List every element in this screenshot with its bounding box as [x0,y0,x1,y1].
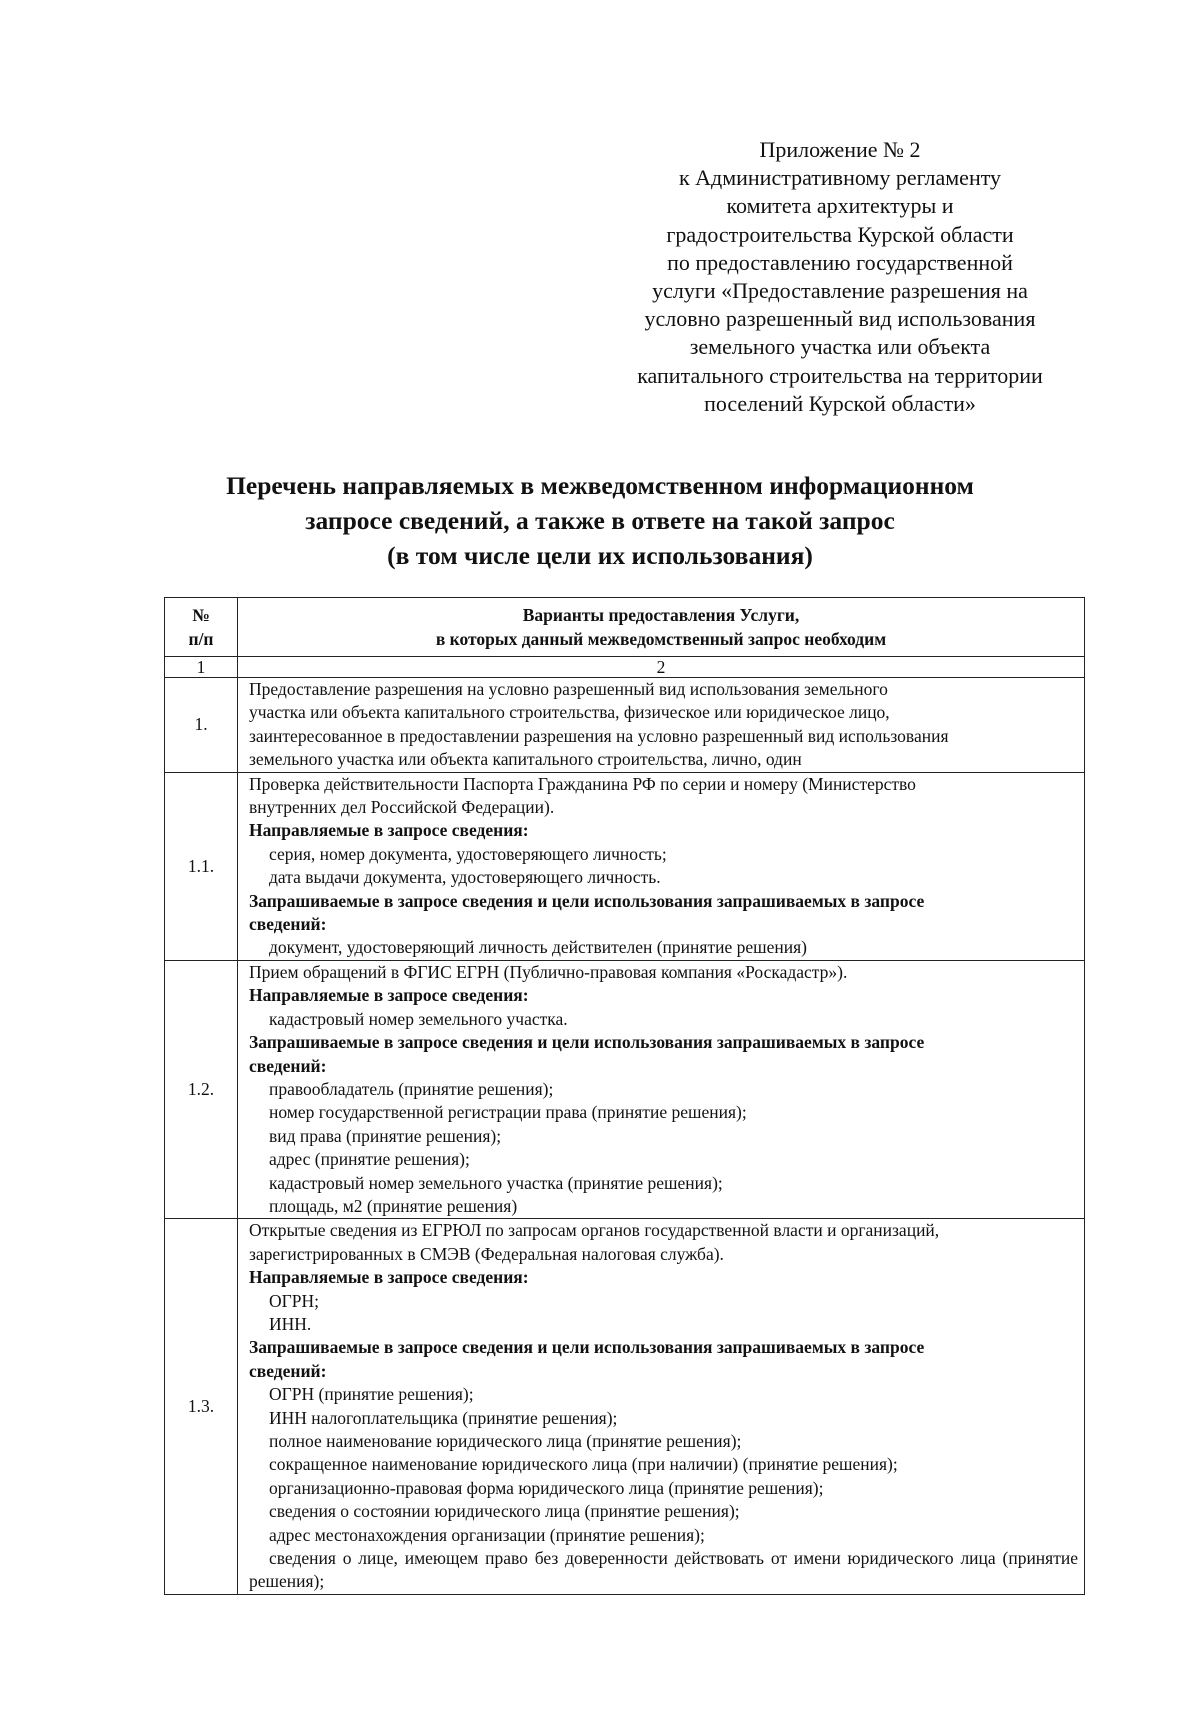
table-row [165,678,1085,773]
header-line: Приложение № 2 [759,137,921,162]
header-line: услуги «Предоставление разрешения на [652,278,1028,304]
list-item: сведения о лице, имеющем право без доверенности действовать от имени юридического лица (принятие решения); [249,1548,1078,1592]
list-item: сведения о состоянии юридического лица (принятие решения); [269,1501,740,1522]
row-number: 1.3. [165,1219,238,1595]
text-line: заинтересованное в предоставлении разрешения на условно разрешенный вид использования [249,725,949,746]
header-line: поселений Курской области» [704,390,976,416]
table-row [165,1219,1085,1595]
column-index: 1 [165,657,238,678]
row-content [238,772,1085,960]
text-line: Открытые сведения из ЕГРЮЛ по запросам органов государственной власти и организаций, [249,1220,940,1241]
table-row [165,960,1085,1218]
text-line: Проверка действительности Паспорта Гражданина РФ по серии и номеру (Министерство [249,773,916,794]
sent-label: Направляемые в запросе сведения: [249,820,529,841]
header-line: условно разрешенный вид использования [644,306,1036,332]
row-content [238,960,1085,1218]
list-item: организационно-правовая форма юридического лица (принятие решения); [269,1477,824,1498]
text-line: земельного участка или объекта капитального строительства, лично, один [249,749,802,770]
title-line: Перечень направляемых в межведомственном информационном [226,471,974,500]
header-text: № [192,605,210,625]
text-line: Предоставление разрешения на условно разрешенный вид использования земельного [249,679,888,699]
header-line: к Административному регламенту [678,165,1002,191]
list-item: сокращенное наименование юридического лица (при наличии) (принятие решения); [269,1454,898,1475]
text-line: Прием обращений в ФГИС ЕГРН (Публично-правовая компания «Роскадастр»). [249,961,848,982]
requested-label: сведений: [249,914,327,935]
header-text: в которых данный межведомственный запрос необходим [435,629,887,649]
title-line: (в том числе цели их использования) [387,541,813,570]
table-row [165,772,1085,960]
column-index-row [165,657,1085,678]
list-item: номер государственной регистрации права (принятие решения); [269,1102,747,1123]
header-line: комитета архитектуры и [726,193,954,219]
sent-label: Направляемые в запросе сведения: [249,985,529,1006]
list-item: документ, удостоверяющий личность действителен (принятие решения) [269,937,807,958]
row-content [238,1219,1085,1595]
row-content [238,678,1085,773]
row-number: 1.2. [165,960,238,1218]
document-title [150,468,1050,573]
list-item: адрес (принятие решения); [269,1149,470,1170]
requests-table [164,597,1085,1595]
list-item: площадь, м2 (принятие решения) [269,1195,518,1216]
requested-label: Запрашиваемые в запросе сведения и цели использования запрашиваемых в запросе [249,1337,925,1358]
requested-label: Запрашиваемые в запросе сведения и цели использования запрашиваемых в запросе [249,1032,925,1053]
list-item: правообладатель (принятие решения); [269,1078,554,1099]
text-line: участка или объекта капитального строительства, физическое или юридическое лицо, [249,702,890,723]
requested-label: сведений: [249,1360,327,1381]
table-header-row [165,598,1085,657]
list-item: серия, номер документа, удостоверяющего личность; [269,843,667,864]
sent-label: Направляемые в запросе сведения: [249,1267,529,1288]
requested-label: сведений: [249,1055,327,1076]
list-item: ОГРН; [269,1290,319,1311]
row-number: 1.1. [165,772,238,960]
header-cell-variants [238,598,1085,657]
list-item: кадастровый номер земельного участка. [269,1008,568,1029]
list-item: адрес местонахождения организации (принятие решения); [269,1524,705,1545]
list-item: ИНН налогоплательщика (принятие решения); [269,1407,618,1428]
header-line: градостроительства Курской области [666,221,1014,247]
list-item: полное наименование юридического лица (принятие решения); [269,1431,742,1451]
row-number: 1. [165,678,238,773]
requested-label: Запрашиваемые в запросе сведения и цели использования запрашиваемых в запросе [249,890,925,911]
list-item: кадастровый номер земельного участка (принятие решения); [269,1172,723,1193]
header-line: по предоставлению государственной [667,249,1013,275]
header-line: земельного участка или объекта [689,334,991,360]
list-item: ИНН. [269,1313,312,1334]
title-line: запросе сведений, а также в ответе на такой запрос [305,506,895,535]
text-line: внутренних дел Российской Федерации). [249,797,555,818]
header-cell-number [165,598,238,657]
text-line: зарегистрированных в СМЭВ (Федеральная налоговая служба). [249,1243,724,1264]
appendix-header [610,136,1070,418]
list-item: ОГРН (принятие решения); [269,1384,474,1405]
list-item: дата выдачи документа, удостоверяющего личность. [269,867,661,888]
column-index: 2 [238,657,1085,678]
header-text: п/п [188,629,214,649]
header-text: Варианты предоставления Услуги, [522,605,800,625]
header-line: капитального строительства на территории [637,362,1043,388]
list-item: вид права (принятие решения); [269,1125,502,1146]
